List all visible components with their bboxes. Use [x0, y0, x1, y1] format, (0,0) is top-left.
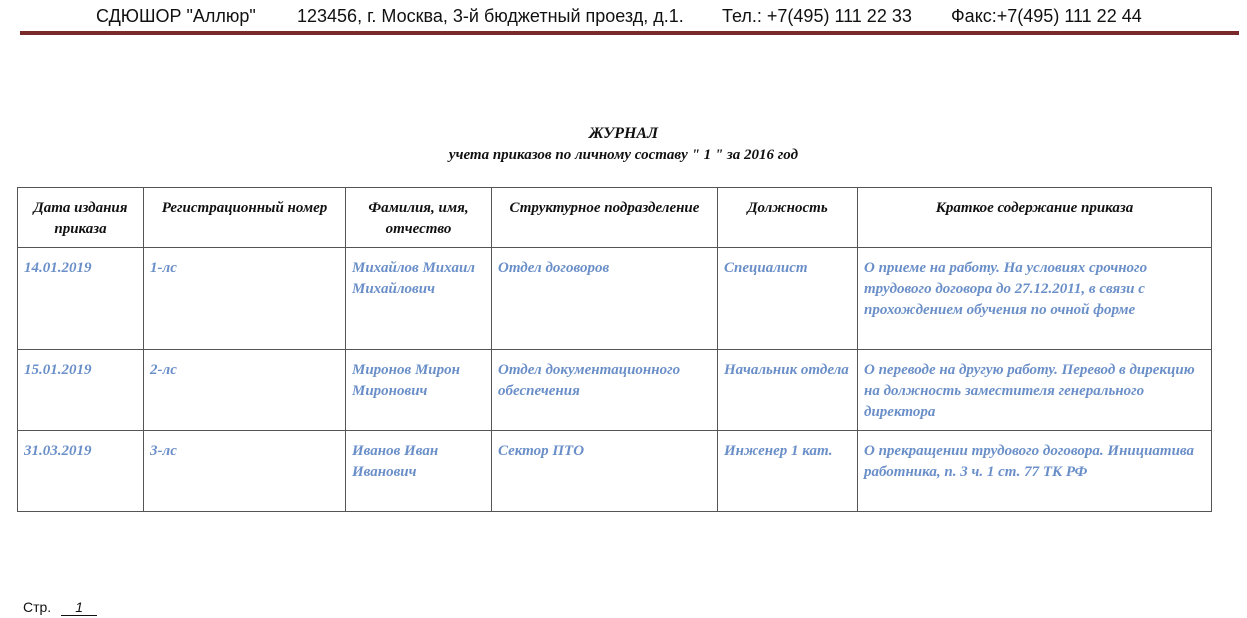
cell-date: 15.01.2019	[18, 350, 144, 431]
page-footer	[23, 599, 97, 616]
letterhead-rule	[20, 31, 1239, 35]
org-phone: Тел.: +7(495) 111 22 33	[722, 6, 912, 26]
table-row	[18, 248, 1212, 350]
cell-summary: О переводе на другую работу. Перевод в дирекцию на должность заместителя генерального директора	[858, 350, 1212, 431]
cell-number: 1-лс	[144, 248, 346, 350]
cell-department: Отдел договоров	[492, 248, 718, 350]
column-header-number: Регистрационный номер	[144, 188, 346, 248]
table-row	[18, 350, 1212, 431]
column-header-position: Должность	[718, 188, 858, 248]
cell-name: Михайлов Михаил Михайлович	[346, 248, 492, 350]
cell-name: Иванов Иван Иванович	[346, 431, 492, 512]
cell-department: Отдел документационного обеспечения	[492, 350, 718, 431]
org-fax: Факс:+7(495) 111 22 44	[951, 6, 1142, 26]
document-subtitle: учета приказов по личному составу " 1 " за 2016 год	[448, 147, 799, 163]
cell-date: 14.01.2019	[18, 248, 144, 350]
cell-position: Специалист	[718, 248, 858, 350]
page-number: 1	[61, 599, 97, 616]
cell-summary: О приеме на работу. На условиях срочного трудового договора до 27.12.2011, в связи с прохождением обучения по очной форме	[858, 248, 1212, 350]
cell-number: 3-лс	[144, 431, 346, 512]
column-header-department: Структурное подразделение	[492, 188, 718, 248]
table-row	[18, 431, 1212, 512]
cell-summary: О прекращении трудового договора. Инициатива работника, п. 3 ч. 1 ст. 77 ТК РФ	[858, 431, 1212, 512]
cell-name: Миронов Мирон Миронович	[346, 350, 492, 431]
cell-date: 31.03.2019	[18, 431, 144, 512]
orders-journal-table	[17, 187, 1212, 512]
column-header-summary: Краткое содержание приказа	[858, 188, 1212, 248]
column-header-date: Дата издания приказа	[18, 188, 144, 248]
org-name: СДЮШОР "Аллюр"	[96, 6, 256, 26]
org-address: 123456, г. Москва, 3-й бюджетный проезд, д.1.	[297, 6, 684, 26]
cell-number: 2-лс	[144, 350, 346, 431]
cell-position: Начальник отдела	[718, 350, 858, 431]
page-label: Стр.	[23, 599, 52, 615]
letterhead	[20, 0, 1239, 34]
cell-department: Сектор ПТО	[492, 431, 718, 512]
column-header-name: Фамилия, имя, отчество	[346, 188, 492, 248]
table-header-row	[18, 188, 1212, 248]
document-title: ЖУРНАЛ	[588, 125, 659, 142]
cell-position: Инженер 1 кат.	[718, 431, 858, 512]
